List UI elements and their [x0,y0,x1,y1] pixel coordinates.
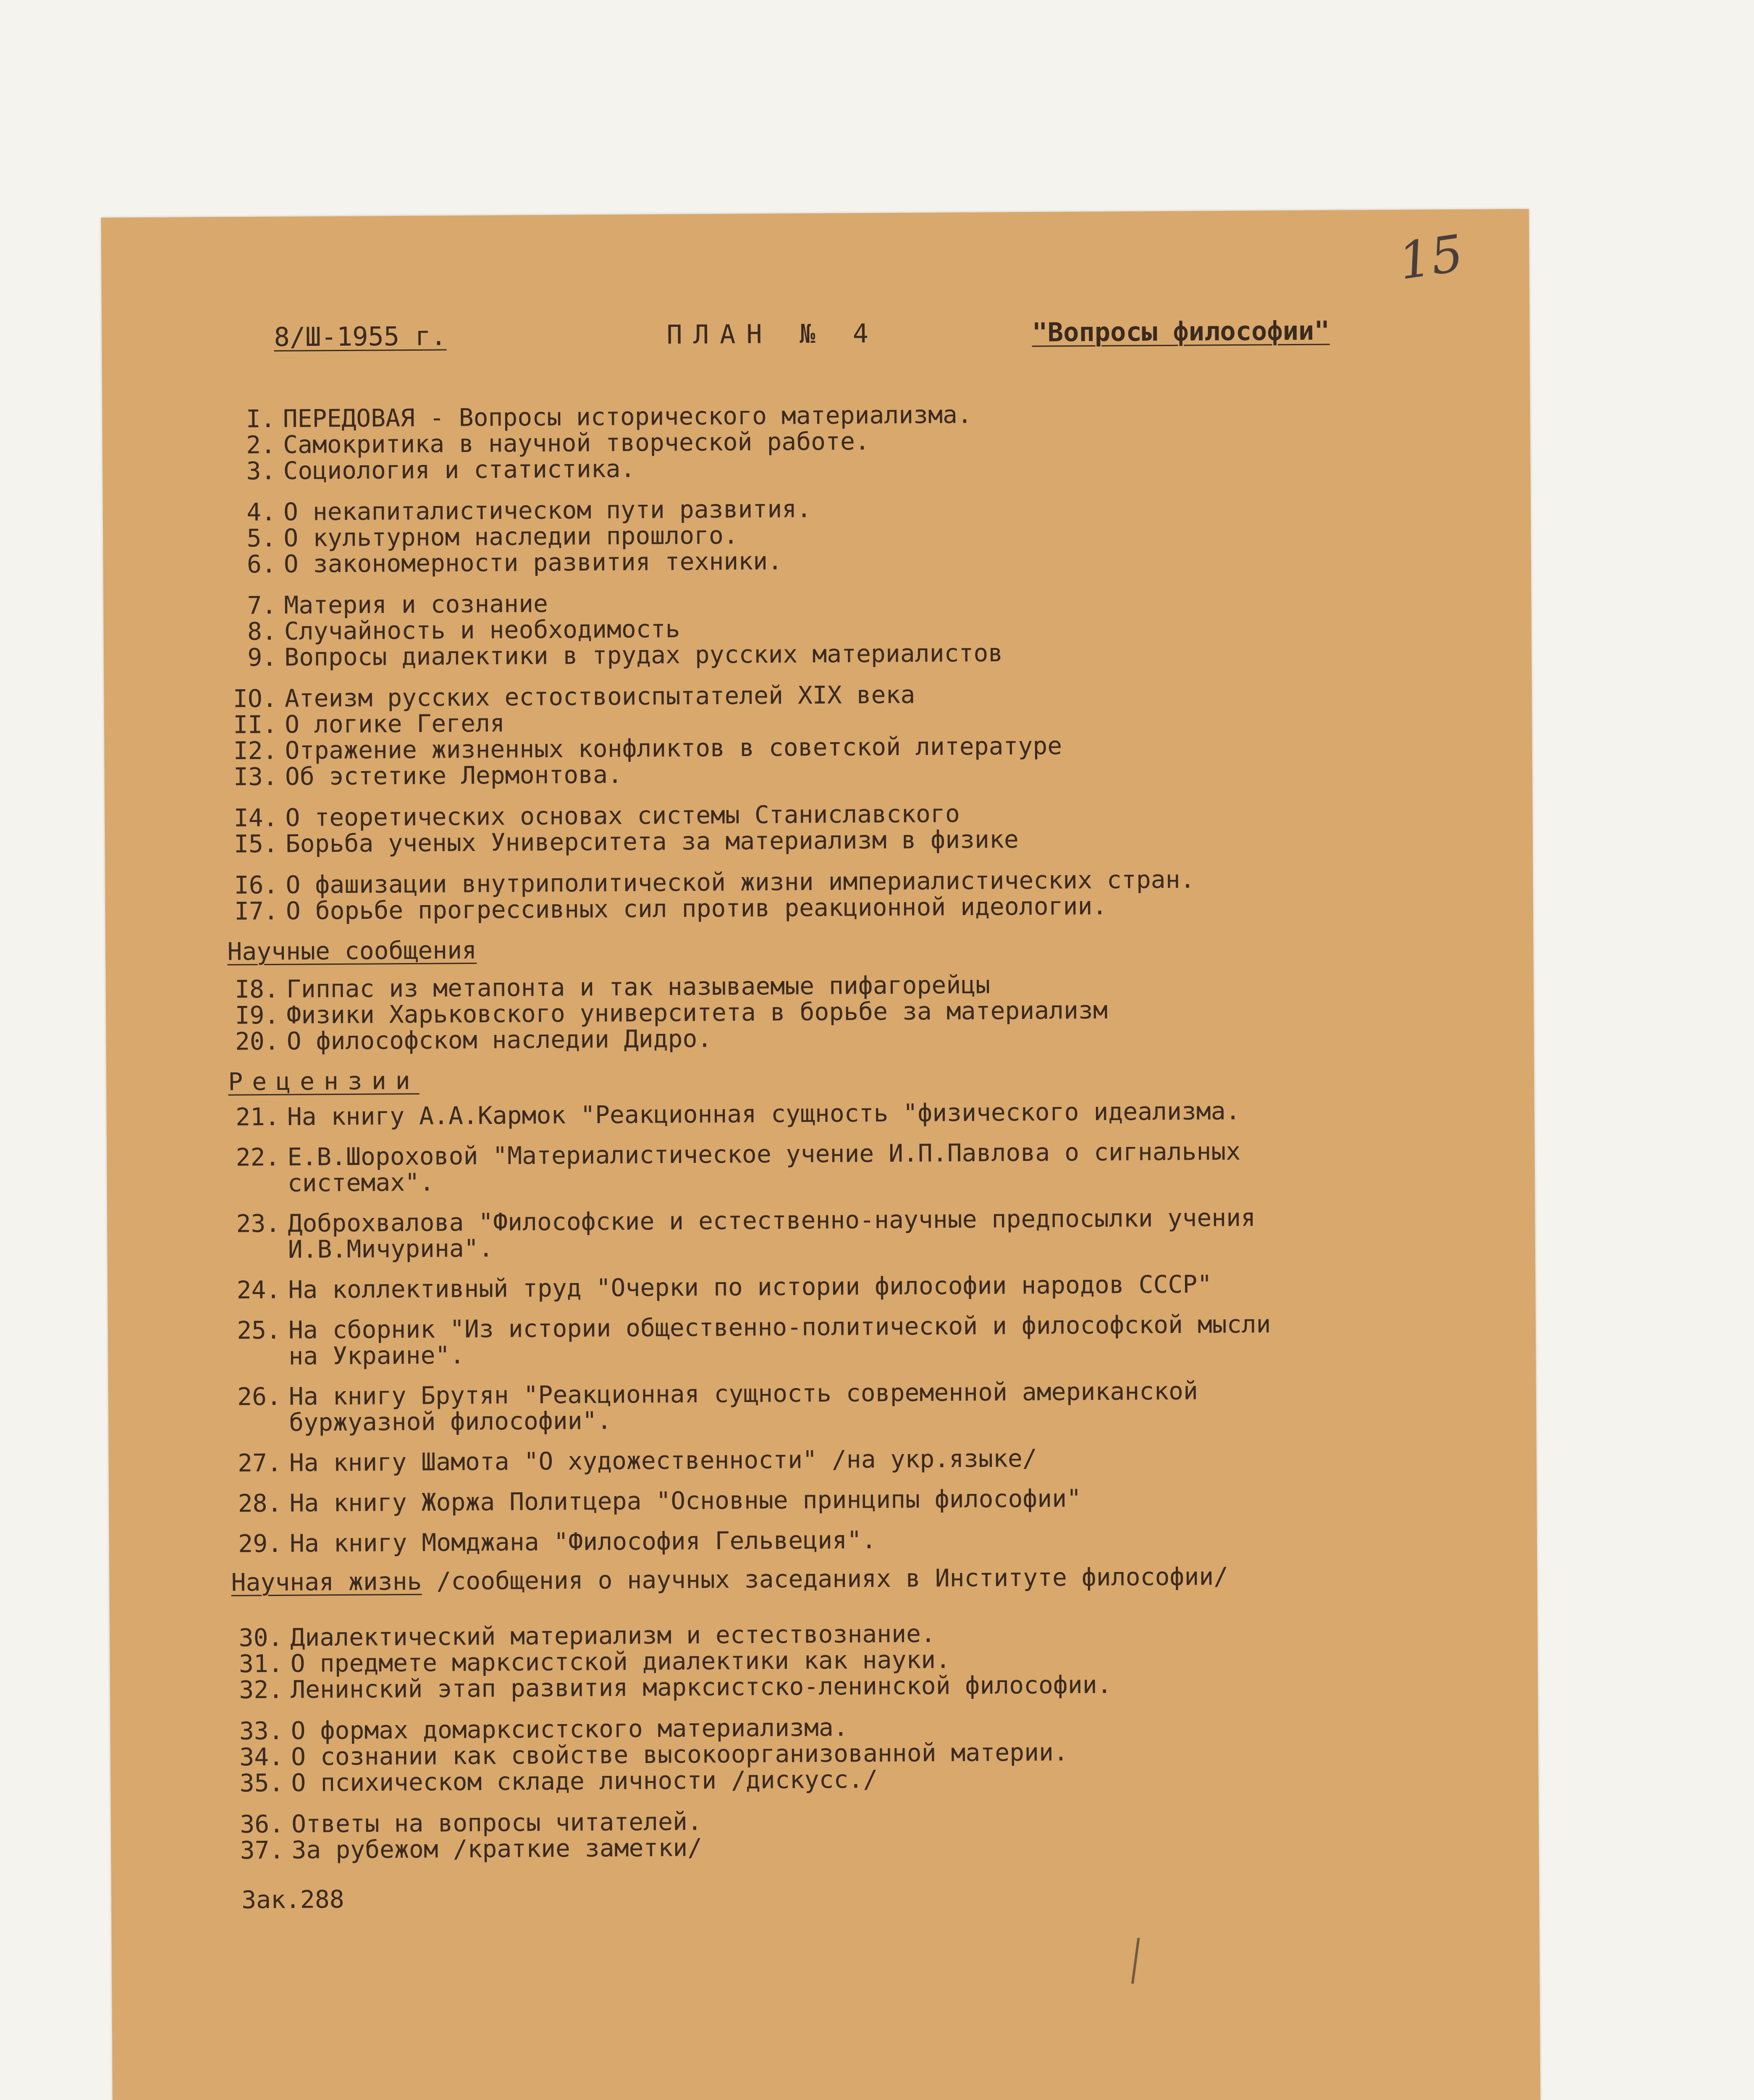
list-item: I5. Борьба ученых Университета за материализм в физике [233,825,1019,858]
list-item: I4. О теоретических основах системы Станиславского [233,799,960,832]
order-number: Зак.288 [241,1885,344,1914]
list-item: 8. Случайность и необходимость [247,614,680,646]
list-item: 28. На книгу Жоржа Политцера "Основные принципы философии" [238,1484,1082,1518]
list-item: 31. О предмете марксистской диалектики как науки. [239,1645,951,1678]
list-item: 22. Е.В.Шороховой "Материалистическое учение И.П.Павлова о сигнальных системах". [236,1137,1241,1197]
list-item: 37. За рубежом /краткие заметки/ [240,1833,703,1865]
list-item: I3. Об эстетике Лермонтова. [233,760,623,791]
list-item: 36. Ответы на вопросы читателей. [240,1807,703,1839]
list-item: 24. На коллективный труд "Очерки по истории философии народов СССР" [236,1270,1212,1305]
list-item: 27. На книгу Шамота "О художественности" /на укр.языке/ [237,1444,1037,1478]
reviews-list [228,1096,1512,1557]
pen-mark [1131,1938,1140,1984]
list-item: I. ПЕРЕДОВАЯ - Вопросы исторического материализма. [246,400,973,433]
list-item: I6. О фашизации внутриполитической жизни империалистических стран. [234,865,1195,900]
list-item: 33. О формах домарксистского материализма. [239,1713,848,1746]
list-item: 4. О некапиталистическом пути развития. [246,494,812,527]
list-item: I2. Отражение жизненных конфликтов в советской литературе [233,731,1062,765]
list-item: 26. На книгу Брутян "Реакционная сущность современной американской буржуазной философии". [237,1376,1198,1437]
list-item: 3. Социология и статистика. [246,454,635,486]
list-item: 21. На книгу А.А.Кармок "Реакционная сущность "физического идеализма. [235,1096,1240,1131]
handwritten-page-number: 15 [1395,224,1467,291]
list-item: 2. Самокритика в научной творческой работе. [246,427,870,459]
section-life-note: /сообщения о научных заседаниях в Институте философии/ [422,1562,1229,1596]
list-item: I7. О борьбе прогрессивных сил против реакционной идеологии. [234,891,1107,926]
list-item: 5. О культурном наследии прошлого. [246,521,739,553]
list-item: 35. О психическом складе личности /дискусс./ [239,1765,878,1798]
section-heading-reviews: Рецензии [228,1066,419,1096]
list-item: 23. Доброхвалова "Философские и естественно-научные предпосылки учения И.В.Мичурина". [236,1203,1256,1264]
section-heading-science: Научные сообщения [227,935,477,966]
list-item: 32. Ленинский этап развития марксистско-ленинской философии. [239,1670,1112,1704]
list-item: 6. О закономерности развития техники. [246,546,783,579]
plan-title: ПЛАН № 4 [666,318,880,350]
list-item: 25. На сборник "Из истории общественно-политической и философской мысли на Украине". [236,1310,1271,1370]
list-item: 20. О философском наследии Дидро. [235,1024,712,1056]
contents-list [224,398,1514,1913]
list-item: 30. Диалектический материализм и естествознание. [239,1619,936,1652]
list-item: 34. О сознании как свойстве высокоорганизованной материи. [239,1738,1069,1772]
list-item: I8. Гиппас из метапонта и так называемые пифагорейцы [235,970,991,1004]
list-item: I9. Физики Харьковского университета в борьбе за материализм [235,995,1108,1030]
document-date: 8/Ш-1955 г. [274,320,447,352]
list-item: 9. Вопросы диалектики в трудах русских материалистов [247,638,1003,672]
list-item: IO. Атеизм русских естоствоиспытателей XIX века [233,680,915,713]
list-item: 7. Материя и сознание [247,589,548,620]
list-item: II. О логике Гегеля [233,709,505,739]
list-item: 29. На книгу Момджана "Философия Гельвеция". [238,1525,877,1558]
journal-title: "Вопросы философии" [1032,315,1330,348]
document-page [101,209,1541,2100]
section-heading-life: Научная жизнь /сообщения о научных заседаниях в Институте философии/ [231,1562,1229,1597]
